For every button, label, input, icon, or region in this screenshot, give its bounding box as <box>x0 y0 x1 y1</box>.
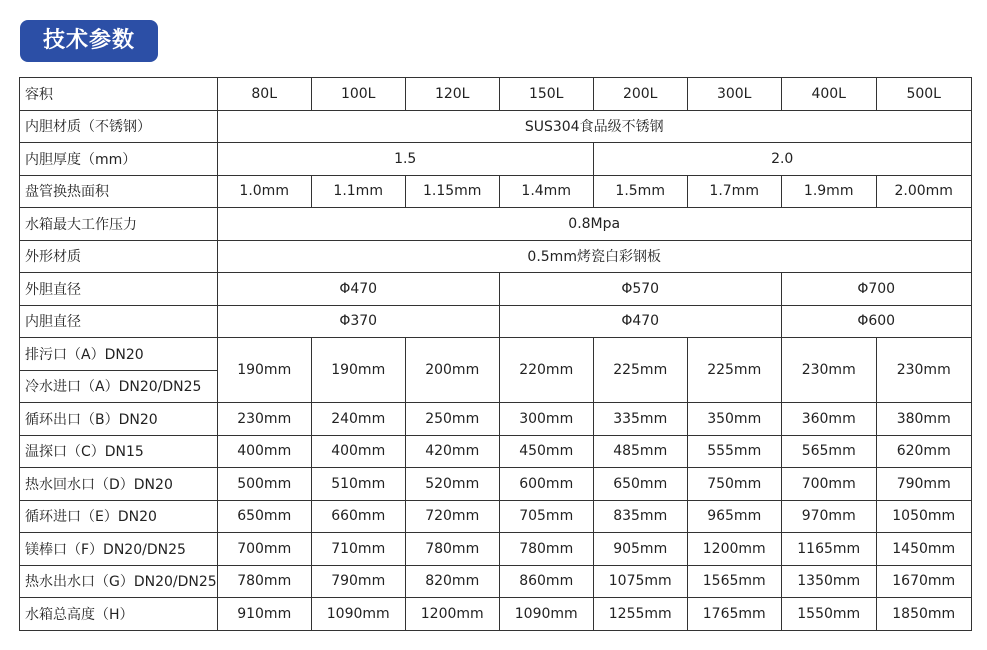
header-cell: 150L <box>499 78 593 111</box>
table-cell: 1.7mm <box>687 175 781 208</box>
table-cell: 1.4mm <box>499 175 593 208</box>
row-label: 热水出水口（G）DN20/DN25 <box>20 565 218 598</box>
table-cell: 660mm <box>311 500 405 533</box>
table-cell: 1255mm <box>593 598 687 631</box>
row-label: 容积 <box>20 78 218 111</box>
table-cell: 565mm <box>781 435 876 468</box>
table-cell: 650mm <box>217 500 311 533</box>
table-cell: 250mm <box>405 403 499 436</box>
table-cell: 400mm <box>217 435 311 468</box>
table-cell: Φ700 <box>781 273 971 306</box>
table-cell: 750mm <box>687 468 781 501</box>
table-row-hot-out <box>20 565 972 598</box>
table-cell: 1450mm <box>876 533 971 566</box>
table-cell: 780mm <box>405 533 499 566</box>
header-cell: 200L <box>593 78 687 111</box>
table-cell: 820mm <box>405 565 499 598</box>
table-row-temp-port <box>20 435 972 468</box>
table-cell: 1090mm <box>499 598 593 631</box>
section-title-badge: 技术参数 <box>20 20 158 62</box>
table-cell: 1765mm <box>687 598 781 631</box>
row-label: 内胆厚度（mm） <box>20 143 218 176</box>
table-cell: 1565mm <box>687 565 781 598</box>
table-cell: 0.8Mpa <box>217 208 971 241</box>
table-cell: 230mm <box>217 403 311 436</box>
table-cell: Φ370 <box>217 305 499 338</box>
table-cell: 705mm <box>499 500 593 533</box>
row-label: 热水回水口（D）DN20 <box>20 468 218 501</box>
table-cell: 780mm <box>499 533 593 566</box>
row-label: 循环进口（E）DN20 <box>20 500 218 533</box>
row-label: 水箱最大工作压力 <box>20 208 218 241</box>
row-label: 外胆直径 <box>20 273 218 306</box>
table-cell: 420mm <box>405 435 499 468</box>
table-cell: 1.15mm <box>405 175 499 208</box>
table-cell: 220mm <box>499 338 593 403</box>
table-cell: 720mm <box>405 500 499 533</box>
table-cell: 780mm <box>217 565 311 598</box>
table-cell: 200mm <box>405 338 499 403</box>
table-cell: 1165mm <box>781 533 876 566</box>
header-cell: 300L <box>687 78 781 111</box>
table-cell: 485mm <box>593 435 687 468</box>
table-row-hot-return <box>20 468 972 501</box>
table-cell: 380mm <box>876 403 971 436</box>
table-cell: 710mm <box>311 533 405 566</box>
table-cell: 1.5mm <box>593 175 687 208</box>
table-cell: 1200mm <box>405 598 499 631</box>
table-cell: 835mm <box>593 500 687 533</box>
table-cell: 1670mm <box>876 565 971 598</box>
table-cell: 190mm <box>217 338 311 403</box>
header-cell: 500L <box>876 78 971 111</box>
table-cell: 970mm <box>781 500 876 533</box>
table-cell: Φ570 <box>499 273 781 306</box>
table-cell: 620mm <box>876 435 971 468</box>
table-cell: 360mm <box>781 403 876 436</box>
table-cell: 1050mm <box>876 500 971 533</box>
table-cell: 225mm <box>593 338 687 403</box>
table-cell: 1.9mm <box>781 175 876 208</box>
table-row-liner-thickness <box>20 143 972 176</box>
header-cell: 80L <box>217 78 311 111</box>
table-cell: 700mm <box>217 533 311 566</box>
row-label: 镁棒口（F）DN20/DN25 <box>20 533 218 566</box>
table-cell: 520mm <box>405 468 499 501</box>
row-label: 内胆直径 <box>20 305 218 338</box>
table-cell: 860mm <box>499 565 593 598</box>
table-cell: 230mm <box>876 338 971 403</box>
table-cell: 240mm <box>311 403 405 436</box>
table-row-liner-material <box>20 110 972 143</box>
row-label: 循环出口（B）DN20 <box>20 403 218 436</box>
row-label: 温探口（C）DN15 <box>20 435 218 468</box>
table-cell: 1850mm <box>876 598 971 631</box>
table-cell: 910mm <box>217 598 311 631</box>
table-cell: 225mm <box>687 338 781 403</box>
table-cell: 965mm <box>687 500 781 533</box>
table-row-inner-diameter <box>20 305 972 338</box>
table-row-circ-out <box>20 403 972 436</box>
header-cell: 100L <box>311 78 405 111</box>
table-cell: 450mm <box>499 435 593 468</box>
row-label: 冷水进口（A）DN20/DN25 <box>20 370 218 403</box>
table-cell: 400mm <box>311 435 405 468</box>
table-cell: 1.5 <box>217 143 593 176</box>
table-cell: 1.0mm <box>217 175 311 208</box>
table-row-coil-area <box>20 175 972 208</box>
table-cell: Φ470 <box>217 273 499 306</box>
table-cell: 190mm <box>311 338 405 403</box>
table-cell: 1200mm <box>687 533 781 566</box>
table-cell: 1075mm <box>593 565 687 598</box>
header-cell: 120L <box>405 78 499 111</box>
table-cell: 500mm <box>217 468 311 501</box>
table-cell: 300mm <box>499 403 593 436</box>
table-cell: 0.5mm烤瓷白彩钢板 <box>217 240 971 273</box>
table-cell: 2.0 <box>593 143 971 176</box>
table-cell: 790mm <box>876 468 971 501</box>
row-label: 排污口（A）DN20 <box>20 338 218 371</box>
row-label: 水箱总高度（H） <box>20 598 218 631</box>
header-cell: 400L <box>781 78 876 111</box>
table-cell: 335mm <box>593 403 687 436</box>
row-label: 盘管换热面积 <box>20 175 218 208</box>
table-row-mg-rod <box>20 533 972 566</box>
table-cell: Φ470 <box>499 305 781 338</box>
table-cell: 700mm <box>781 468 876 501</box>
table-row-outer-diameter <box>20 273 972 306</box>
table-cell: 510mm <box>311 468 405 501</box>
table-cell: 650mm <box>593 468 687 501</box>
table-cell: 555mm <box>687 435 781 468</box>
table-cell: 1.1mm <box>311 175 405 208</box>
table-cell: 1550mm <box>781 598 876 631</box>
spec-table <box>19 77 972 631</box>
table-row-height <box>20 598 972 631</box>
table-row-drain <box>20 338 972 371</box>
table-cell: 230mm <box>781 338 876 403</box>
table-cell: Φ600 <box>781 305 971 338</box>
table-cell: 600mm <box>499 468 593 501</box>
row-label: 内胆材质（不锈钢） <box>20 110 218 143</box>
table-cell: 1350mm <box>781 565 876 598</box>
table-cell: 350mm <box>687 403 781 436</box>
table-cell: 1090mm <box>311 598 405 631</box>
table-cell: 2.00mm <box>876 175 971 208</box>
table-row-shell-material <box>20 240 972 273</box>
table-row-circ-in <box>20 500 972 533</box>
table-cell: 790mm <box>311 565 405 598</box>
table-cell: SUS304食品级不锈钢 <box>217 110 971 143</box>
row-label: 外形材质 <box>20 240 218 273</box>
table-row-volume <box>20 78 972 111</box>
table-row-max-pressure <box>20 208 972 241</box>
table-cell: 905mm <box>593 533 687 566</box>
